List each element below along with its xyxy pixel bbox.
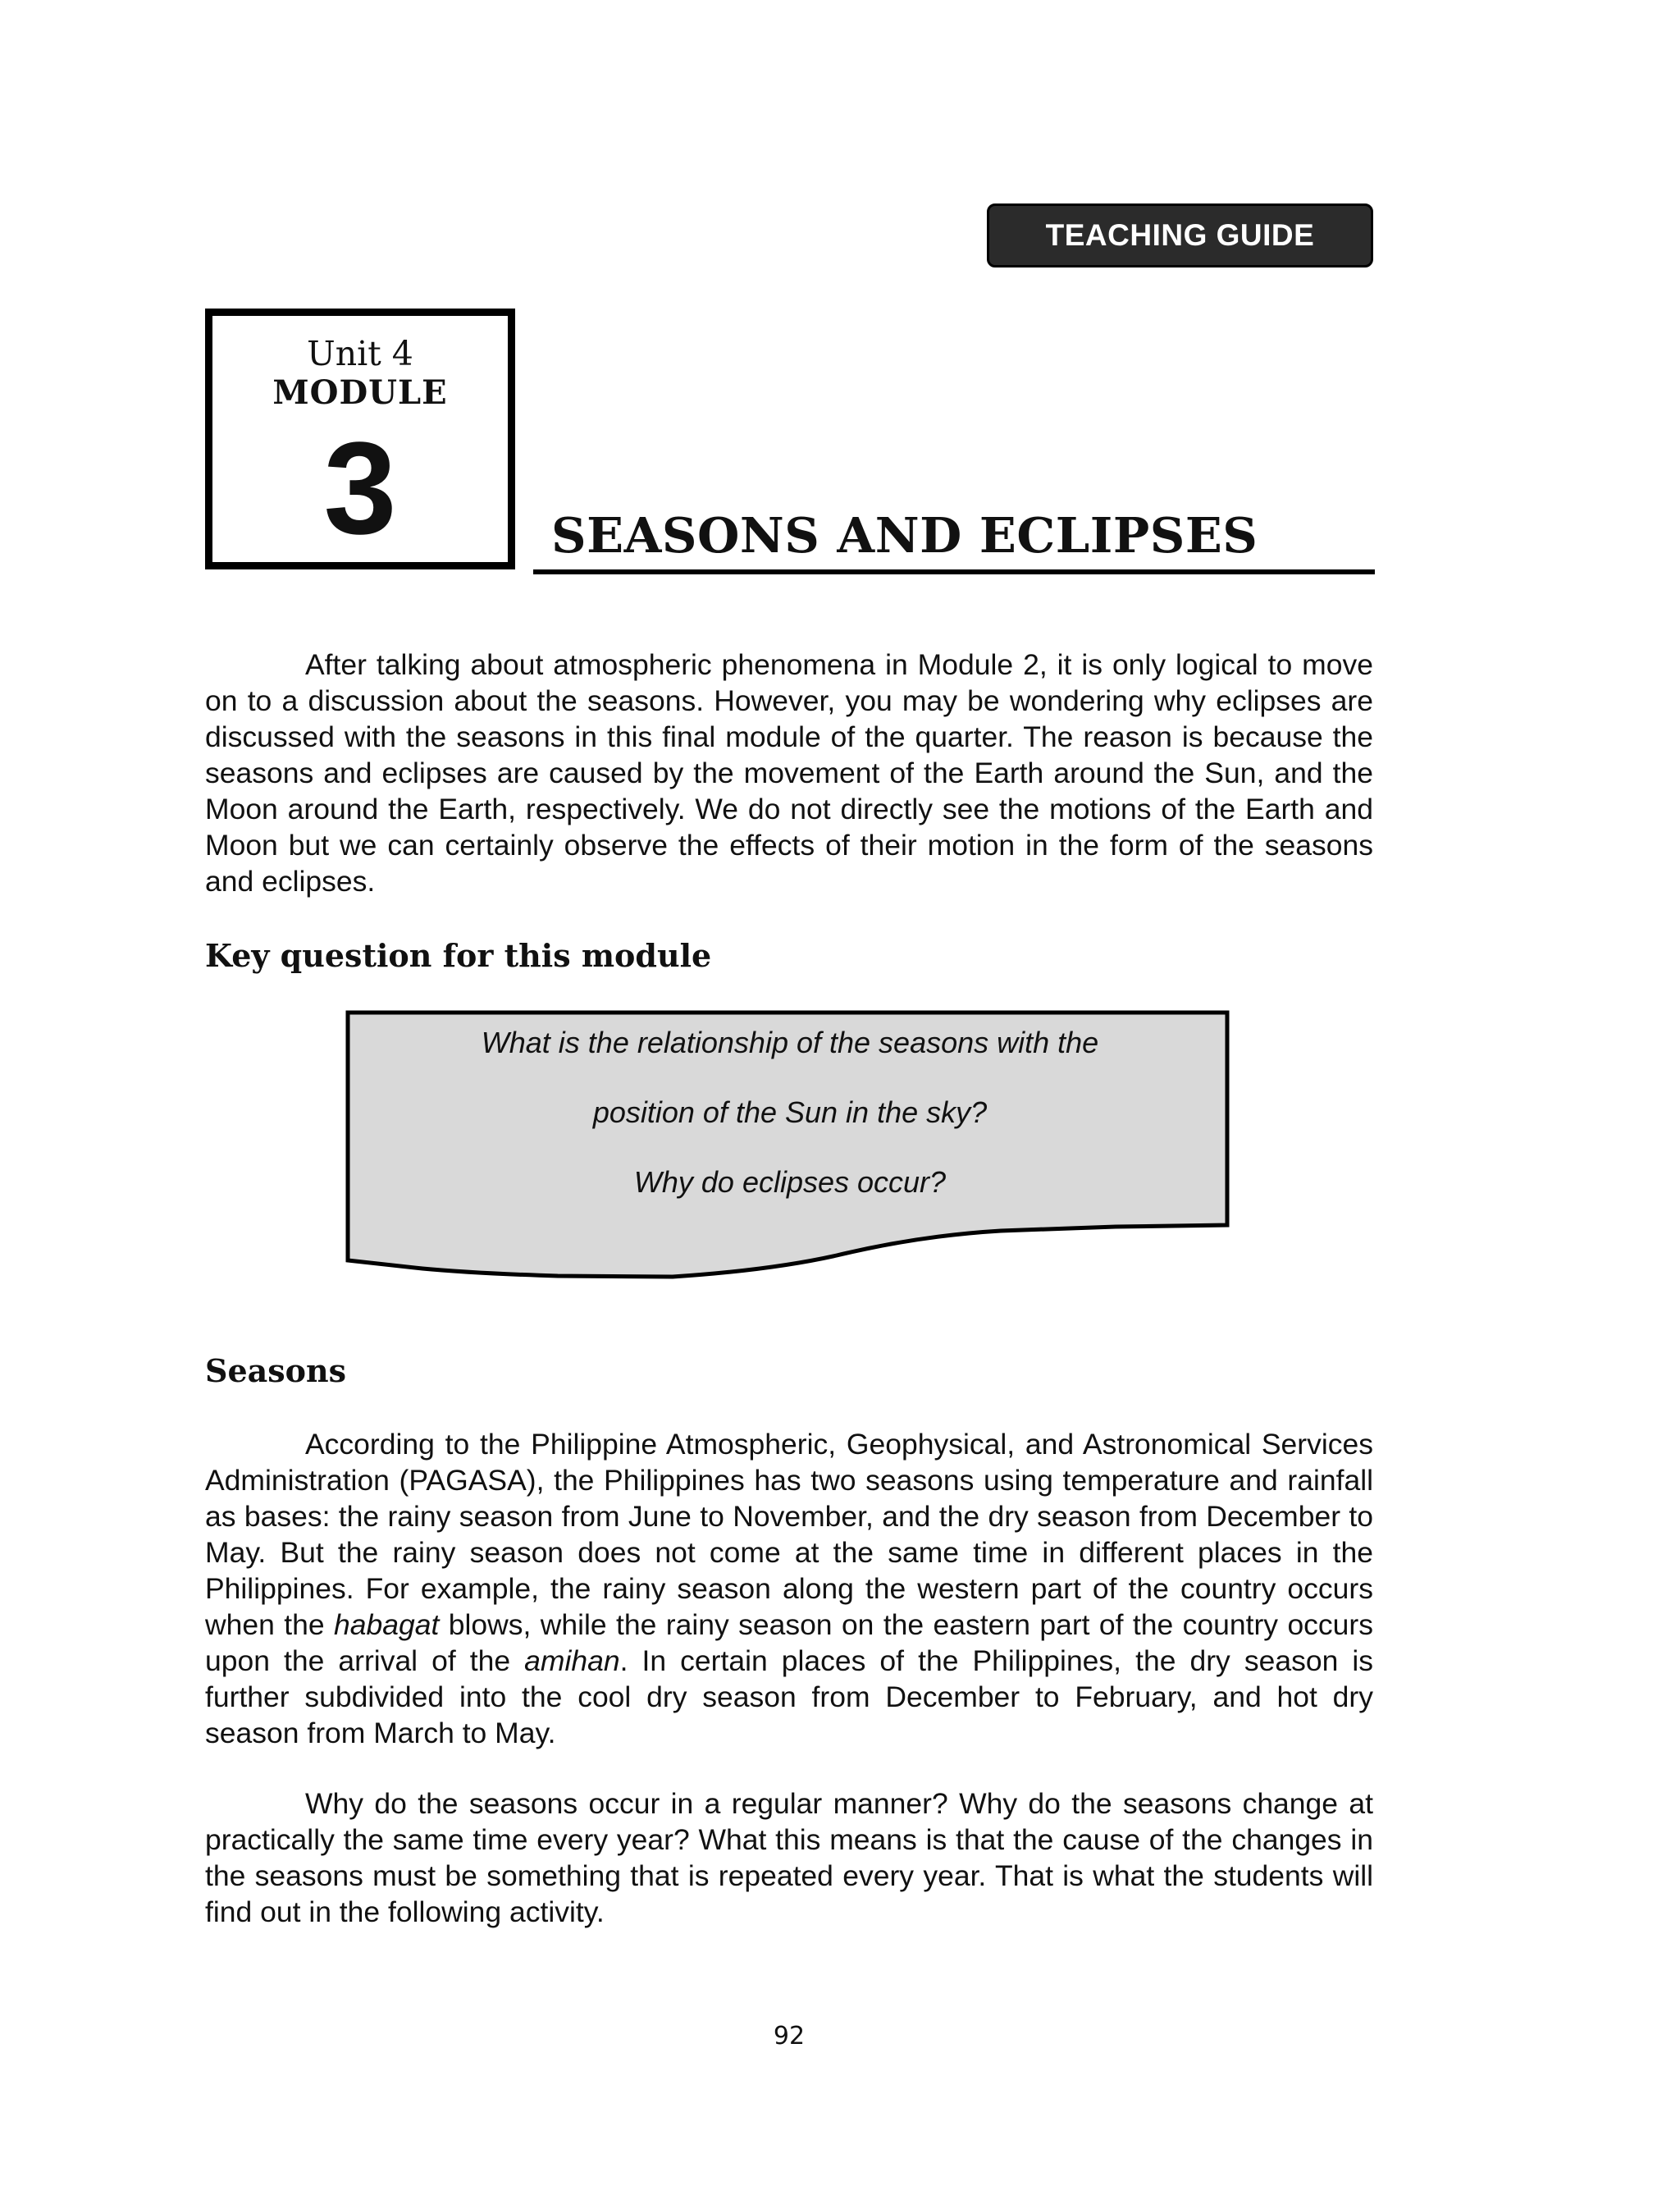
seasons-paragraph-1 [205,1426,1373,1751]
intro-paragraph [205,647,1373,899]
page-number: 92 [773,2022,806,2051]
module-title: SEASONS AND ECLIPSES [551,507,1258,564]
seasons-text-b: blows, while the rainy season on the eastern part of the country occurs upon the arrival of the [205,1608,1373,1677]
module-badge [205,309,515,569]
unit-label: Unit 4 [307,334,413,373]
amihan-term: amihan [524,1644,620,1677]
key-question-line-1: What is the relationship of the seasons with the [481,1026,1099,1059]
seasons-text-2: Why do the seasons occur in a regular manner? Why do the seasons change at practically the same time every year? What this means is that the cause of the changes in the seasons must be something that is repeated every year. That is what the students will find out in the following activity. [205,1787,1373,1928]
key-question-line-2: position of the Sun in the sky? [592,1095,988,1129]
title-underline [533,569,1375,574]
module-number: 3 [323,414,397,561]
habagat-term: habagat [334,1608,440,1641]
key-question-line-3: Why do eclipses occur? [633,1165,947,1199]
teaching-guide-tag: TEACHING GUIDE [987,203,1373,267]
seasons-paragraph-2 [205,1785,1373,1930]
key-question-heading: Key question for this module [205,937,712,974]
seasons-heading: Seasons [205,1352,347,1389]
seasons-text-c: . In certain places of the Philippines, the dry season is further subdivided into the cool dry season from December to February, and hot dry season from March to May. [205,1644,1373,1749]
intro-text: After talking about atmospheric phenomena in Module 2, it is only logical to move on to a discussion about the seasons. However, you may be wondering why eclipses are discussed with the seasons in this final module of the quarter. The reason is because the seasons and eclipses are caused by the movement of the Earth around the Sun, and the Moon around the Earth, respectively. We do not directly see the motions of the Earth and Moon but we can certainly observe the effects of their motion in the form of the seasons and eclipses. [205,648,1373,898]
module-label: MODULE [272,373,448,412]
seasons-text-a: According to the Philippine Atmospheric, Geophysical, and Astronomical Services Administration (PAGASA), the Philippines has two seasons using temperature and rainfall as bases: the rainy season from June to November, and the dry season from December to May. But the rainy season does not come at the same time in different places in the Philippines. For example, the rainy season along the western part of the country occurs when the [205,1428,1373,1641]
